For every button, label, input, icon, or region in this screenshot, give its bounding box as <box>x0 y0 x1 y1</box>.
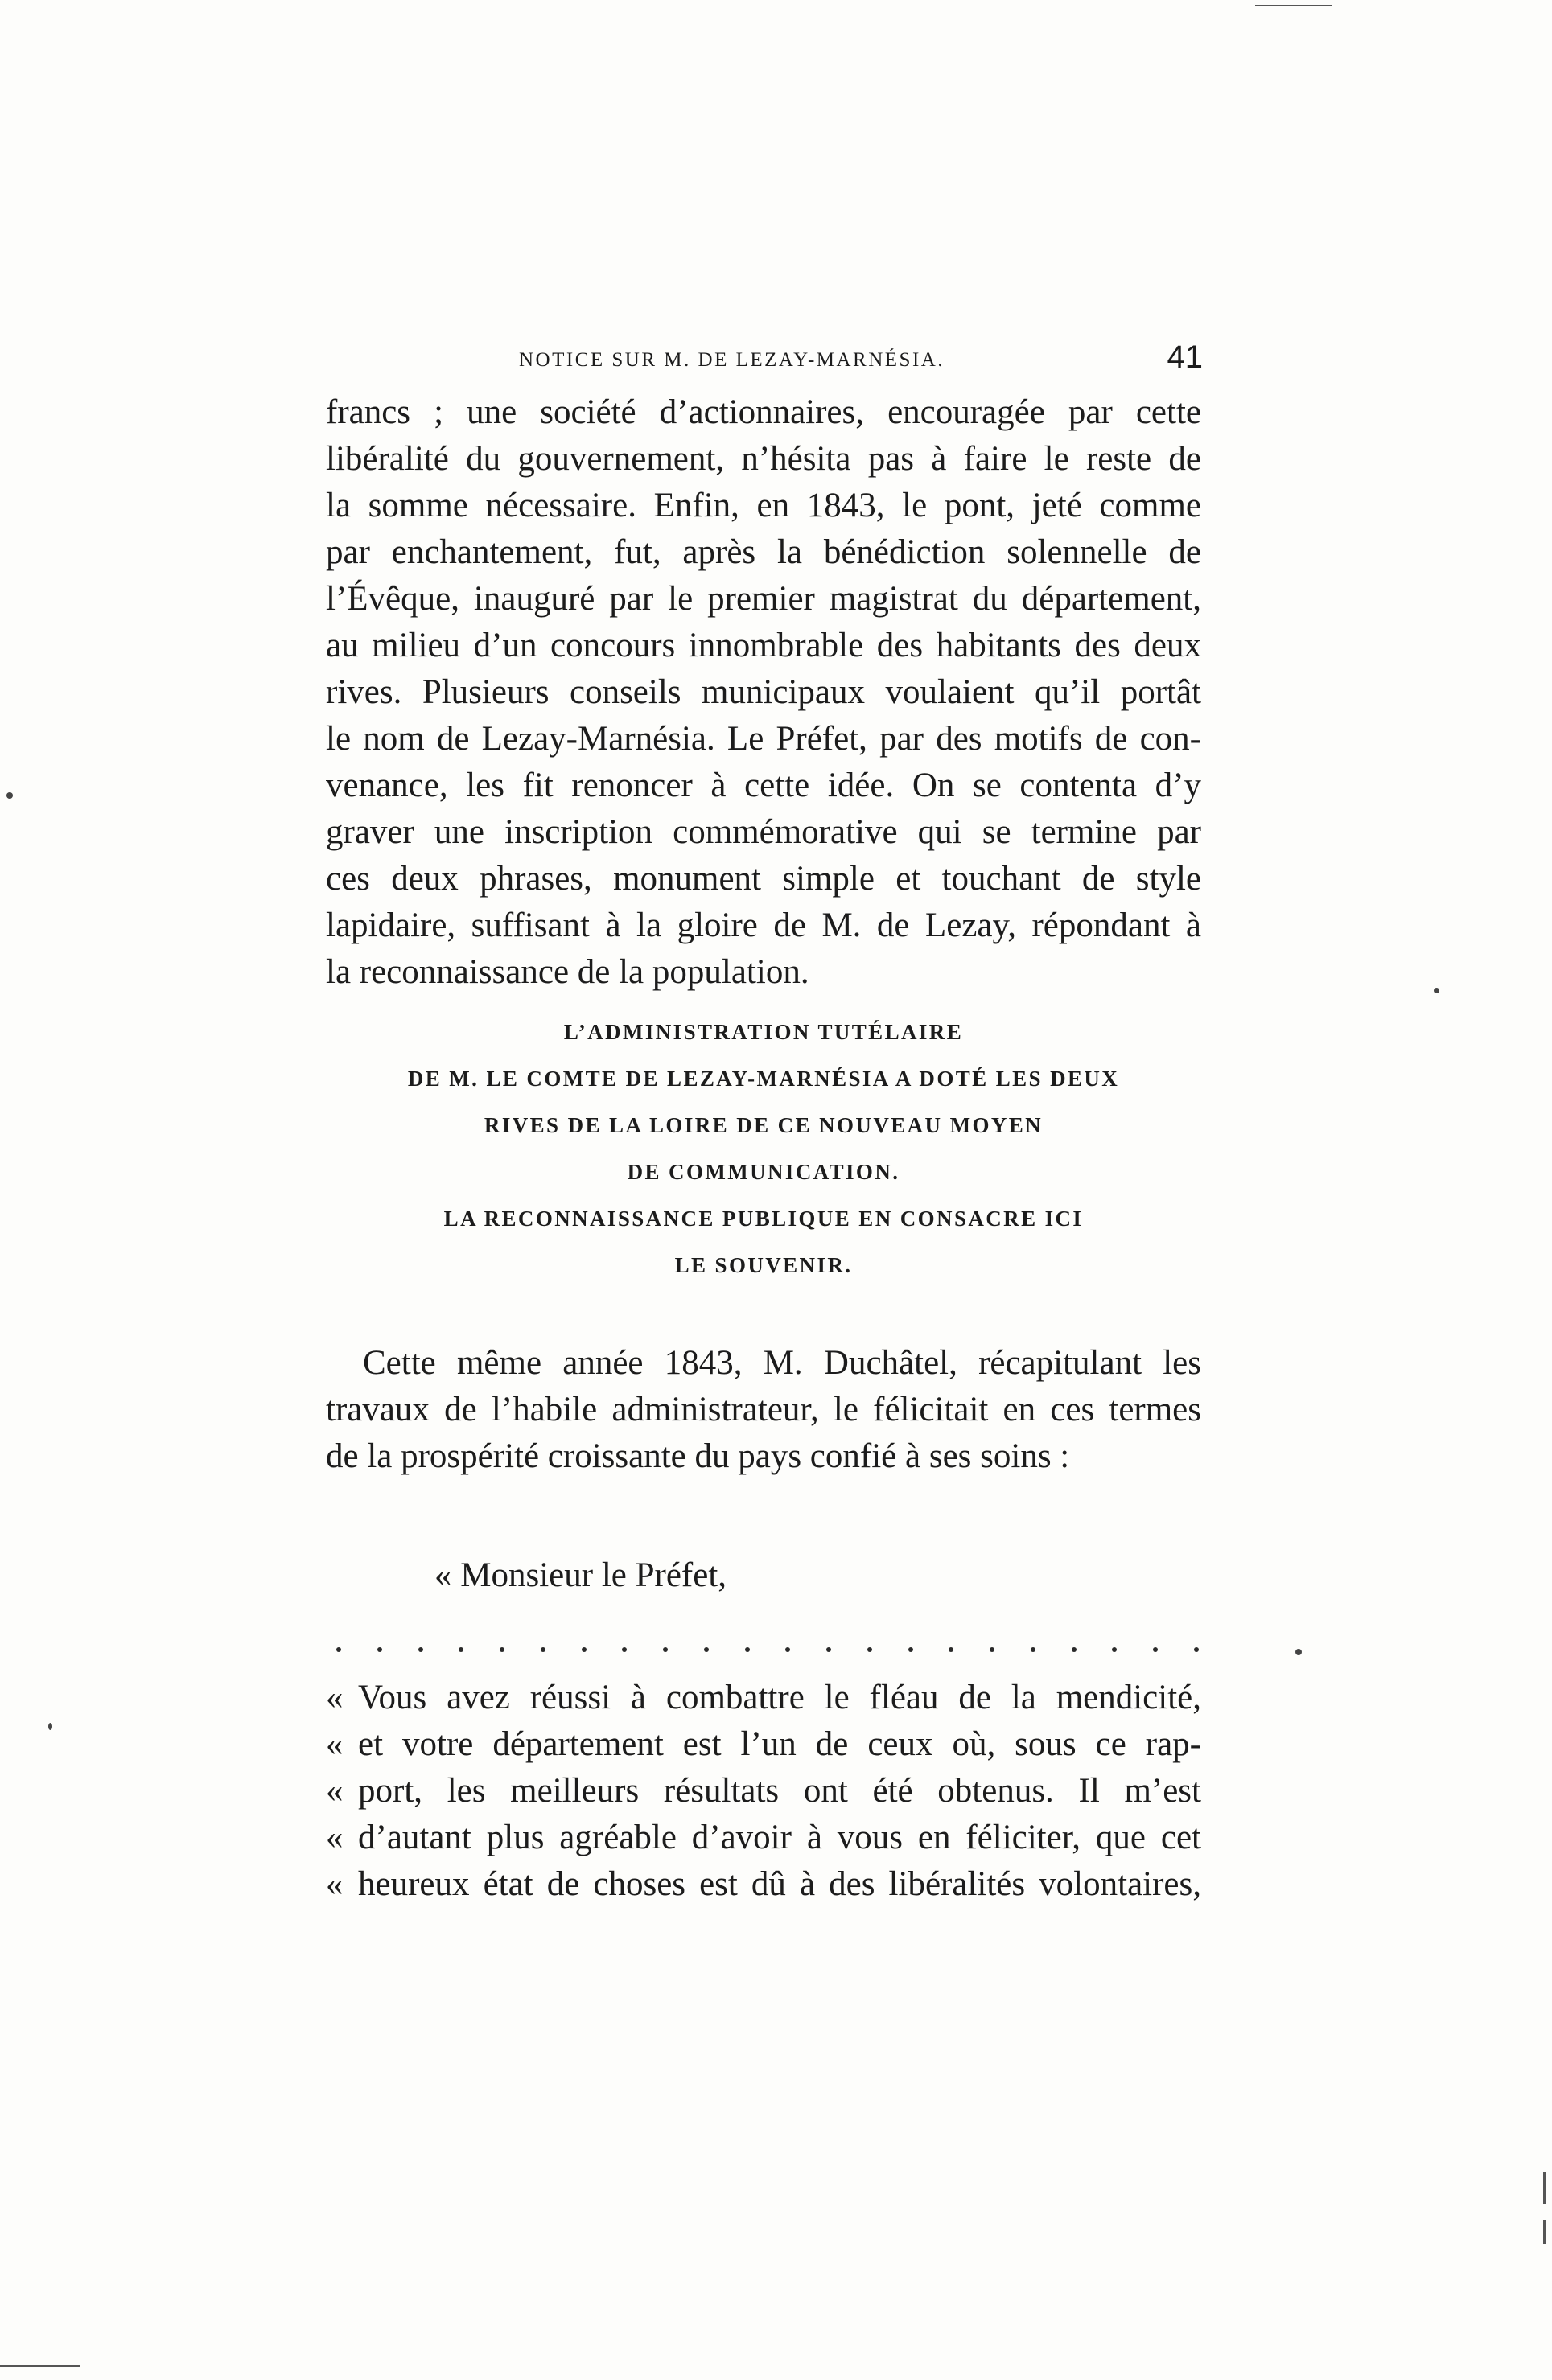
ellipsis-dot <box>336 1647 341 1652</box>
ellipsis-dot <box>704 1647 709 1652</box>
quote-mark: « <box>326 1865 344 1903</box>
text-line: lapidaire, suffisant à la gloire de M. de Lezay, répondant à <box>326 906 1201 944</box>
quote-text: et votre département est l’un de ceux où, sous ce rap- <box>358 1725 1201 1763</box>
text-line: la somme nécessaire. Enfin, en 1843, le pont, jeté comme <box>326 487 1201 524</box>
quote-text: Vous avez réussi à combattre le fléau de la mendicité, <box>358 1679 1201 1716</box>
ellipsis-dot <box>867 1647 872 1652</box>
ellipsis-dot <box>785 1647 790 1652</box>
scan-speck <box>48 1723 52 1730</box>
inscription-line: DE M. LE COMTE DE LEZAY-MARNÉSIA A DOTÉ LES DEUX <box>407 1067 1120 1091</box>
ellipsis-dot <box>582 1647 587 1652</box>
paragraph-2 <box>326 1340 1201 1480</box>
quote-line <box>326 1861 1201 1908</box>
scan-mark-bottom-left <box>0 2365 80 2367</box>
scan-mark-top-right <box>1255 5 1332 6</box>
scan-speck <box>1295 1649 1302 1655</box>
ellipsis-dot <box>418 1647 423 1652</box>
quote-mark: « <box>326 1772 344 1810</box>
paragraph-1 <box>326 389 1201 996</box>
ellipsis-dot <box>622 1647 627 1652</box>
text-line: Cette même année 1843, M. Duchâtel, récapitulant les <box>363 1344 1201 1382</box>
text-line: au milieu d’un concours innombrable des habitants des deux <box>326 627 1201 664</box>
inscription-line: RIVES DE LA LOIRE DE CE NOUVEAU MOYEN <box>484 1113 1044 1137</box>
inscription-line: DE COMMUNICATION. <box>627 1160 900 1184</box>
text-line: venance, les fit renoncer à cette idée. On se contenta d’y <box>326 767 1201 804</box>
ellipsis-dot <box>459 1647 463 1652</box>
text-line: le nom de Lezay-Marnésia. Le Préfet, par des motifs de con- <box>326 720 1201 758</box>
text-line: libéralité du gouvernement, n’hésita pas à faire le reste de <box>326 440 1201 478</box>
ellipsis-dot <box>949 1647 953 1652</box>
ellipsis-dot <box>377 1647 382 1652</box>
page-header <box>326 338 1203 378</box>
quote-mark: « <box>326 1679 344 1716</box>
inscription-line: LA RECONNAISSANCE PUBLIQUE EN CONSACRE ICI <box>443 1206 1084 1231</box>
ellipsis-dot <box>663 1647 668 1652</box>
ellipsis-dot <box>541 1647 545 1652</box>
inscription-block <box>326 1009 1201 1289</box>
ellipsis-dot <box>826 1647 831 1652</box>
ellipsis-row <box>336 1633 1199 1665</box>
quote-text: d’autant plus agréable d’avoir à vous en féliciter, que cet <box>358 1819 1201 1856</box>
inscription-line: L’ADMINISTRATION TUTÉLAIRE <box>563 1020 964 1044</box>
quote-text: port, les meilleurs résultats ont été obtenus. Il m’est <box>358 1772 1201 1810</box>
page-number: 41 <box>1167 339 1203 375</box>
text-line: ces deux phrases, monument simple et touchant de style <box>326 860 1201 898</box>
ellipsis-dot <box>990 1647 994 1652</box>
ellipsis-dot <box>908 1647 913 1652</box>
quote-line <box>326 1721 1201 1768</box>
ellipsis-dot <box>1112 1647 1117 1652</box>
quoted-letter <box>326 1675 1201 1908</box>
scan-speck <box>1434 988 1439 993</box>
text-line: francs ; une société d’actionnaires, encouragée par cette <box>326 393 1201 431</box>
text-line: la reconnaissance de la population. <box>326 953 809 991</box>
scan-speck <box>6 792 13 799</box>
text-line: travaux de l’habile administrateur, le félicitait en ces termes <box>326 1391 1201 1428</box>
ellipsis-dot <box>1072 1647 1077 1652</box>
inscription-line: LE SOUVENIR. <box>674 1253 853 1277</box>
ellipsis-dot <box>1194 1647 1199 1652</box>
ellipsis-dot <box>1031 1647 1035 1652</box>
letter-salutation: « Monsieur le Préfet, <box>434 1556 727 1594</box>
scan-mark-right-edge-2 <box>1543 2220 1546 2244</box>
quote-mark: « <box>326 1819 344 1856</box>
quote-line <box>326 1768 1201 1815</box>
quote-text: heureux état de choses est dû à des libéralités volontaires, <box>358 1865 1201 1903</box>
ellipsis-dot <box>1153 1647 1158 1652</box>
text-line: l’Évêque, inauguré par le premier magistrat du département, <box>326 580 1201 618</box>
ellipsis-dot <box>745 1647 750 1652</box>
text-line: de la prospérité croissante du pays confié à ses soins : <box>326 1437 1070 1475</box>
quote-mark: « <box>326 1725 344 1763</box>
quote-line <box>326 1815 1201 1861</box>
running-head: NOTICE SUR M. DE LEZAY-MARNÉSIA. <box>519 349 945 371</box>
ellipsis-dot <box>500 1647 504 1652</box>
text-line: graver une inscription commémorative qui se termine par <box>326 813 1201 851</box>
quote-line <box>326 1675 1201 1721</box>
scan-mark-right-edge <box>1543 2172 1546 2204</box>
text-line: par enchantement, fut, après la bénédiction solennelle de <box>326 533 1201 571</box>
text-line: rives. Plusieurs conseils municipaux voulaient qu’il portât <box>326 673 1201 711</box>
